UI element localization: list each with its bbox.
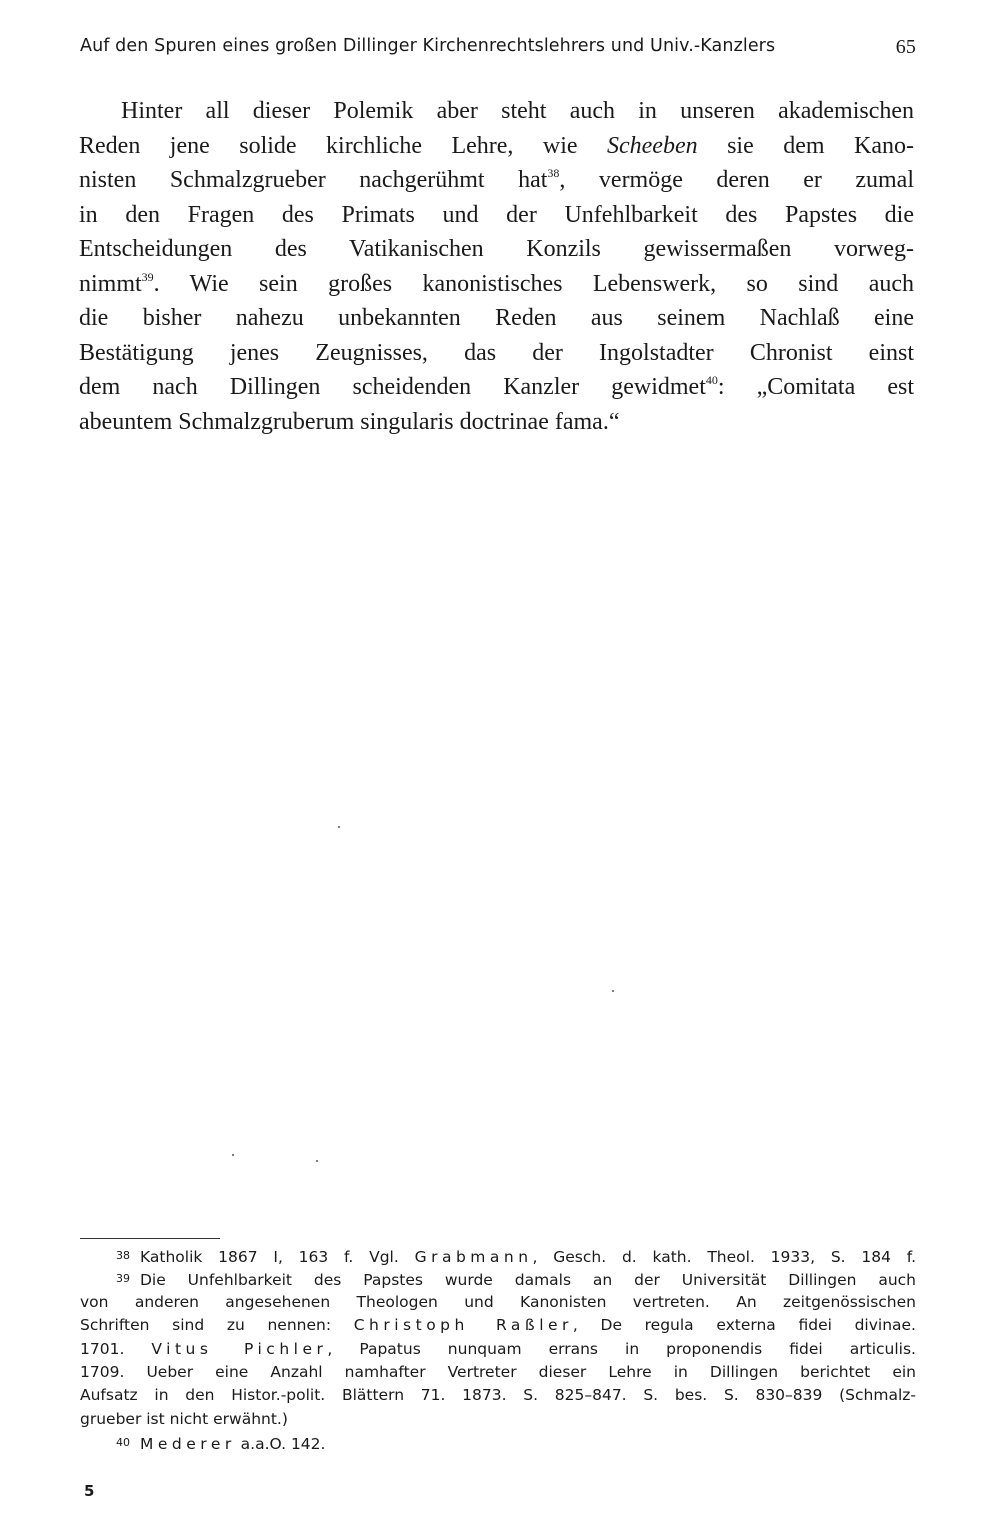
running-title: Auf den Spuren eines großen Dillinger Kirchenrechtslehrers und Univ.-Kanzlers: [80, 36, 776, 56]
body-line: abeuntem Schmalzgruberum singularis doctrinae fama.“: [79, 408, 620, 435]
running-header: [80, 36, 916, 62]
scan-speck: [612, 990, 614, 992]
author-rassler: Christoph Raßler: [353, 1316, 573, 1335]
body-line: dem nach Dillingen scheidenden Kanzler gewidmet$^{40}$: „Comitata est: [79, 373, 914, 400]
scheeben-italic: Scheeben: [607, 132, 698, 159]
footnote-39: 39 Die Unfehlbarkeit des Papstes wurde damals an der Universität Dillingen auch: [116, 1271, 916, 1290]
author-grabmann: Grabmann: [414, 1248, 533, 1266]
body-line: Entscheidungen des Vatikanischen Konzils gewissermaßen vorweg-: [79, 236, 914, 262]
footnote-39-line: von anderen angesehenen Theologen und Kanonisten vertreten. An zeitgenössischen: [80, 1292, 916, 1311]
body-line: Bestätigung jenes Zeugnisses, das der Ingolstadter Chronist einst: [79, 339, 914, 366]
footnote-ref-38: 38: [547, 166, 560, 180]
footnote-39-line: grueber ist nicht erwähnt.): [80, 1409, 288, 1428]
body-line: Hinter all dieser Polemik aber steht auch in unseren akademischen: [121, 98, 914, 124]
author-mederer: Mederer: [140, 1435, 236, 1454]
body-line: Reden jene solide kirchliche Lehre, wie Scheeben sie dem Kano-: [79, 132, 914, 159]
scan-speck: [338, 826, 340, 828]
author-pichler: Vitus Pichler: [151, 1339, 328, 1358]
footnote-39-line: Aufsatz in den Histor.-polit. Blättern 71. 1873. S. 825–847. S. bes. S. 830–839 (Schmalz-: [80, 1386, 916, 1405]
scan-speck: [316, 1160, 318, 1162]
body-line: nisten Schmalzgrueber nachgerühmt hat$^{38}$, vermöge deren er zumal: [79, 166, 914, 193]
footnote-rule: [80, 1238, 220, 1239]
scan-speck: [232, 1154, 234, 1156]
footnote-ref-40: 40: [705, 373, 718, 387]
body-line: in den Fragen des Primats und der Unfehlbarkeit des Papstes die: [79, 201, 914, 228]
body-line: nimmt$^{39}$. Wie sein großes kanonistisches Lebenswerk, so sind auch: [79, 269, 914, 297]
footnote-39-line: 1701. Vitus Pichler, Papatus nunquam errans in proponendis fidei articulis.: [80, 1339, 916, 1358]
footnote-40: 40 Mederer a.a.O. 142.: [116, 1435, 326, 1454]
footnote-ref-39: 39: [141, 269, 154, 284]
body-paragraph: [79, 94, 914, 439]
body-line: die bisher nahezu unbekannten Reden aus seinem Nachlaß eine: [79, 305, 914, 331]
page-number: 65: [895, 36, 916, 58]
footnotes: [80, 1244, 916, 1455]
footnote-39-line: 1709. Ueber eine Anzahl namhafter Vertreter dieser Lehre in Dillingen berichtet ein: [80, 1362, 916, 1381]
footnote-38: 38 Katholik 1867 I, 163 f. Vgl. Grabmann, Gesch. d. kath. Theol. 1933, S. 184 f.: [116, 1248, 917, 1266]
sheet-signature-mark: 5: [84, 1482, 95, 1500]
footnote-39-line: Schriften sind zu nennen: Christoph Raßler, De regula externa fidei divinae.: [80, 1316, 916, 1335]
